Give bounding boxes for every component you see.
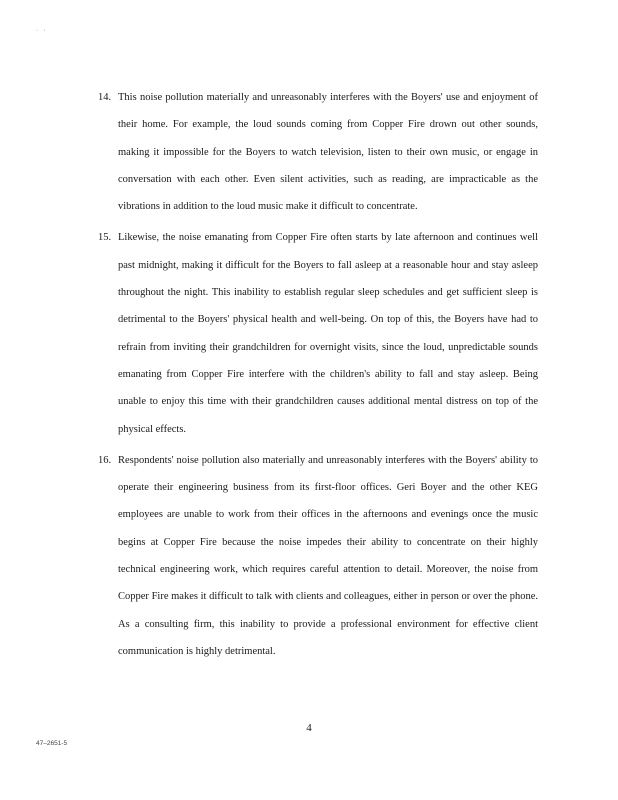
paragraph-14	[98, 84, 538, 220]
paragraph-number: 16.	[98, 454, 112, 466]
paragraph-number: 14.	[98, 92, 112, 103]
page-number: 4	[306, 722, 312, 734]
paragraph-number: 15.	[98, 232, 112, 244]
document-id: 47–2651-5	[36, 740, 68, 747]
document-body	[98, 84, 538, 665]
paragraph-text: Likewise, the noise emanating from Copper Fire often starts by late afternoon and continues well past midnight, making it difficult for the Boyers to fall asleep at a reasonable hour and stay asleep throughout the night. This inability to establish regular sleep schedules and get sufficient sleep is detrimental to the Boyers' physical health and well-being. On top of this, the Boyers have had to refrain from inviting their grandchildren for overnight visits, since the loud, unpredictable sounds emanating from Copper Fire interfere with the children's ability to fall and stay asleep. Being unable to enjoy this time with their grandchildren causes additional mental distress on top of the physical effects.	[118, 232, 538, 435]
scan-mark: · ·	[36, 28, 48, 34]
paragraph-text: This noise pollution materially and unreasonably interferes with the Boyers' use and enjoyment of their home. For example, the loud sounds coming from Copper Fire drown out other sounds, making it impossible for the Boyers to watch television, listen to their own music, or engage in conversation with each other. Even silent activities, such as reading, are impracticable as the vibrations in addition to the loud music make it difficult to concentrate.	[118, 92, 538, 213]
paragraph-text: Respondents' noise pollution also materially and unreasonably interferes with the Boyers' ability to operate their engineering business from its first-floor offices. Geri Boyer and the other KEG employees are unable to work from their offices in the afternoons and evenings once the music begins at Copper Fire because the noise impedes their ability to concentrate on their highly technical engineering work, which requires careful attention to detail. Moreover, the noise from Copper Fire makes it difficult to talk with clients and colleagues, either in person or over the phone. As a consulting firm, this inability to provide a professional environment for effective client communication is highly detrimental.	[118, 454, 538, 657]
paragraph-15	[98, 224, 538, 442]
paragraph-16	[98, 447, 538, 665]
